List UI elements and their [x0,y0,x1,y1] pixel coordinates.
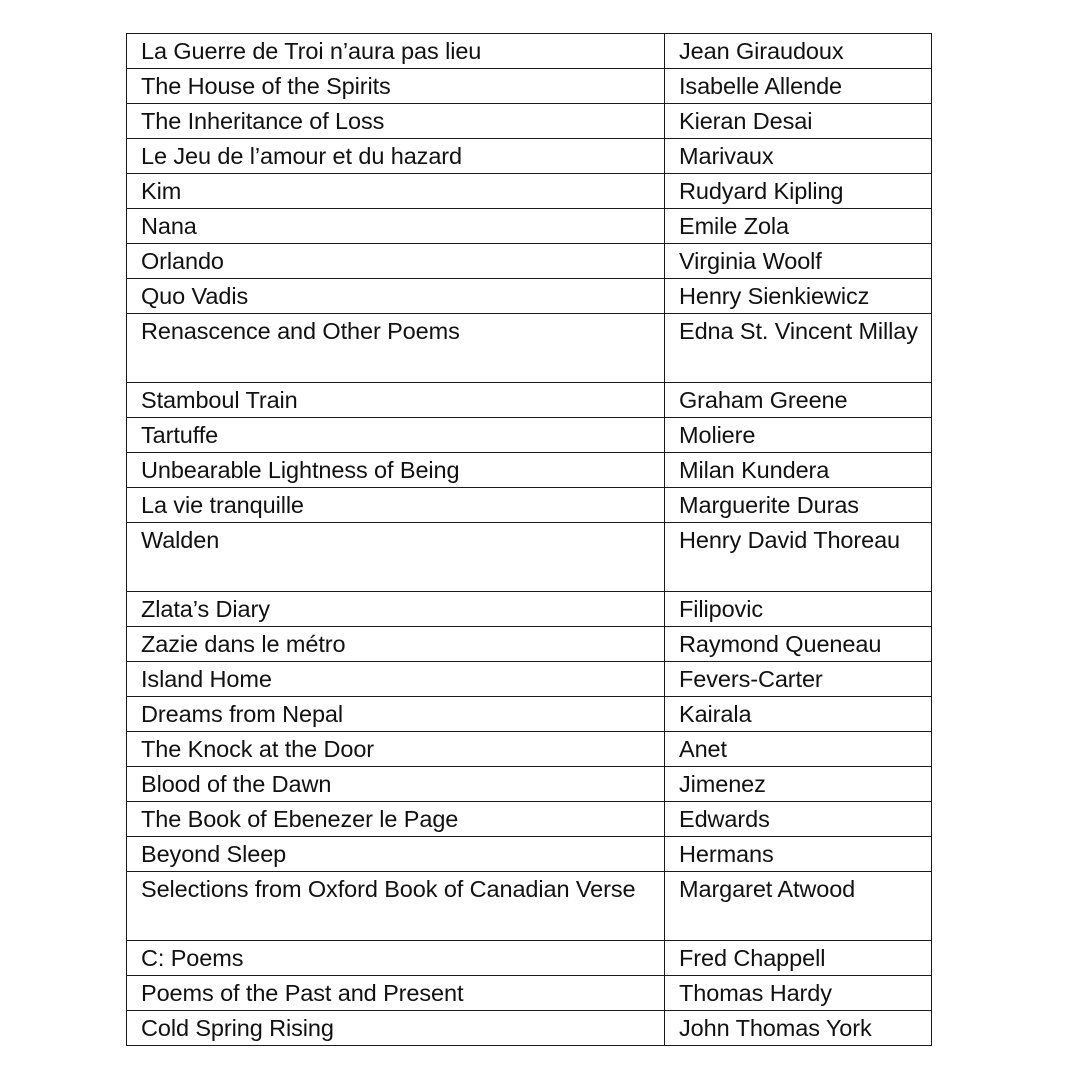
book-author-table [126,33,932,1046]
table-row [127,802,932,837]
author-cell: Virginia Woolf [665,244,932,279]
author-cell: Marivaux [665,139,932,174]
table-row [127,523,932,592]
book-title-cell: Island Home [127,662,665,697]
book-title-cell: Poems of the Past and Present [127,976,665,1011]
table-row [127,104,932,139]
table-row [127,732,932,767]
author-cell: Kairala [665,697,932,732]
author-cell: Filipovic [665,592,932,627]
table-row [127,383,932,418]
book-title-cell: Cold Spring Rising [127,1011,665,1046]
table-row [127,488,932,523]
book-title-cell: C: Poems [127,941,665,976]
book-title-cell: Beyond Sleep [127,837,665,872]
author-cell: Hermans [665,837,932,872]
author-cell: Moliere [665,418,932,453]
table-row [127,279,932,314]
author-cell: Milan Kundera [665,453,932,488]
table-row [127,662,932,697]
book-title-cell: The House of the Spirits [127,69,665,104]
book-title-cell: Unbearable Lightness of Being [127,453,665,488]
book-title-cell: Zazie dans le métro [127,627,665,662]
book-title-cell: The Inheritance of Loss [127,104,665,139]
book-title-cell: Nana [127,209,665,244]
author-cell: Jean Giraudoux [665,34,932,69]
table-row [127,837,932,872]
book-title-cell: Selections from Oxford Book of Canadian Verse [127,872,665,941]
author-cell: Emile Zola [665,209,932,244]
table-row [127,767,932,802]
author-cell: Edna St. Vincent Millay [665,314,932,383]
book-title-cell: Le Jeu de l’amour et du hazard [127,139,665,174]
book-title-cell: La Guerre de Troi n’aura pas lieu [127,34,665,69]
author-cell: Raymond Queneau [665,627,932,662]
author-cell: Jimenez [665,767,932,802]
author-cell: Henry David Thoreau [665,523,932,592]
author-cell: Edwards [665,802,932,837]
author-cell: Fred Chappell [665,941,932,976]
table-row [127,209,932,244]
table-row [127,1011,932,1046]
table-row [127,34,932,69]
book-title-cell: Walden [127,523,665,592]
table-row [127,941,932,976]
book-title-cell: La vie tranquille [127,488,665,523]
table-row [127,592,932,627]
book-title-cell: Orlando [127,244,665,279]
book-title-cell: Blood of the Dawn [127,767,665,802]
table-row [127,314,932,383]
table-row [127,244,932,279]
book-title-cell: The Knock at the Door [127,732,665,767]
book-title-cell: Quo Vadis [127,279,665,314]
author-cell: Fevers-Carter [665,662,932,697]
table-row [127,627,932,662]
author-cell: John Thomas York [665,1011,932,1046]
author-cell: Thomas Hardy [665,976,932,1011]
author-cell: Margaret Atwood [665,872,932,941]
book-title-cell: Tartuffe [127,418,665,453]
table-row [127,453,932,488]
table-row [127,139,932,174]
author-cell: Anet [665,732,932,767]
table-row [127,976,932,1011]
book-title-cell: Dreams from Nepal [127,697,665,732]
book-title-cell: Stamboul Train [127,383,665,418]
table-row [127,174,932,209]
author-cell: Isabelle Allende [665,69,932,104]
book-title-cell: Renascence and Other Poems [127,314,665,383]
author-cell: Rudyard Kipling [665,174,932,209]
author-cell: Kieran Desai [665,104,932,139]
book-title-cell: Kim [127,174,665,209]
author-cell: Marguerite Duras [665,488,932,523]
table-row [127,872,932,941]
book-title-cell: The Book of Ebenezer le Page [127,802,665,837]
table-row [127,418,932,453]
author-cell: Henry Sienkiewicz [665,279,932,314]
author-cell: Graham Greene [665,383,932,418]
book-title-cell: Zlata’s Diary [127,592,665,627]
table-row [127,697,932,732]
table-row [127,69,932,104]
